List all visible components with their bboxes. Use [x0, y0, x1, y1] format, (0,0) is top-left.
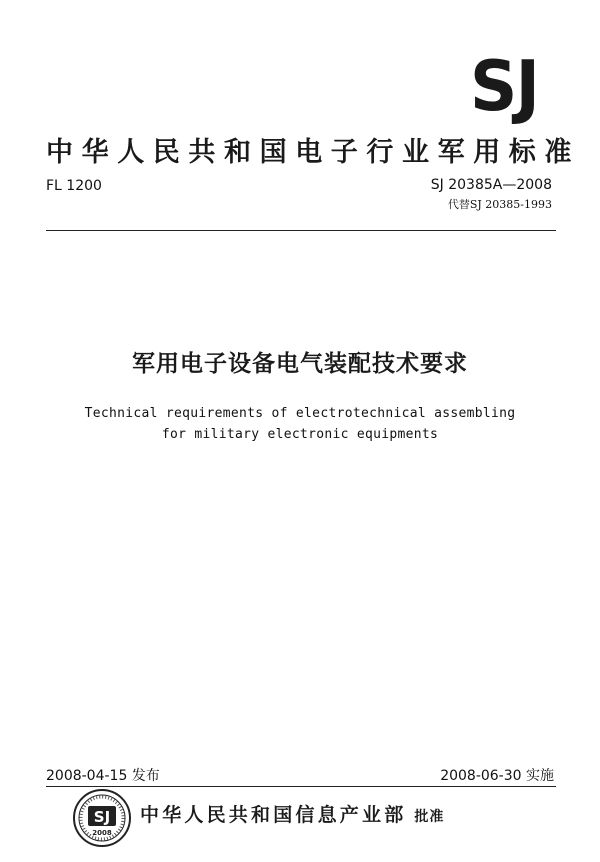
implementation-date: 2008-06-30 实施	[440, 768, 554, 784]
issuing-ministry	[140, 800, 444, 827]
approval-label: 批准	[414, 809, 445, 825]
top-divider	[46, 230, 556, 231]
standard-category-title: 中华人民共和国电子行业军用标准	[46, 137, 580, 168]
bottom-divider	[46, 786, 556, 787]
document-title-cn: 军用电子设备电气装配技术要求	[132, 351, 468, 377]
ministry-name: 中华人民共和国信息产业部	[140, 804, 407, 826]
standard-number: SJ 20385A—2008	[430, 177, 552, 193]
issue-date: 2008-04-15 发布	[46, 768, 160, 784]
ministry-seal-icon	[72, 788, 132, 848]
title-en-line2: for military electronic equipments	[161, 427, 439, 442]
document-title-en	[0, 403, 600, 445]
title-en-line1: Technical requirements of electrotechnical assembling	[84, 406, 516, 421]
replaces-standard: 代替SJ 20385-1993	[447, 198, 552, 211]
seal-text: SJ	[93, 808, 111, 826]
sj-logo: SJ	[469, 46, 538, 127]
seal-year: 2008	[92, 829, 112, 837]
ics-code: FL 1200	[46, 178, 102, 194]
